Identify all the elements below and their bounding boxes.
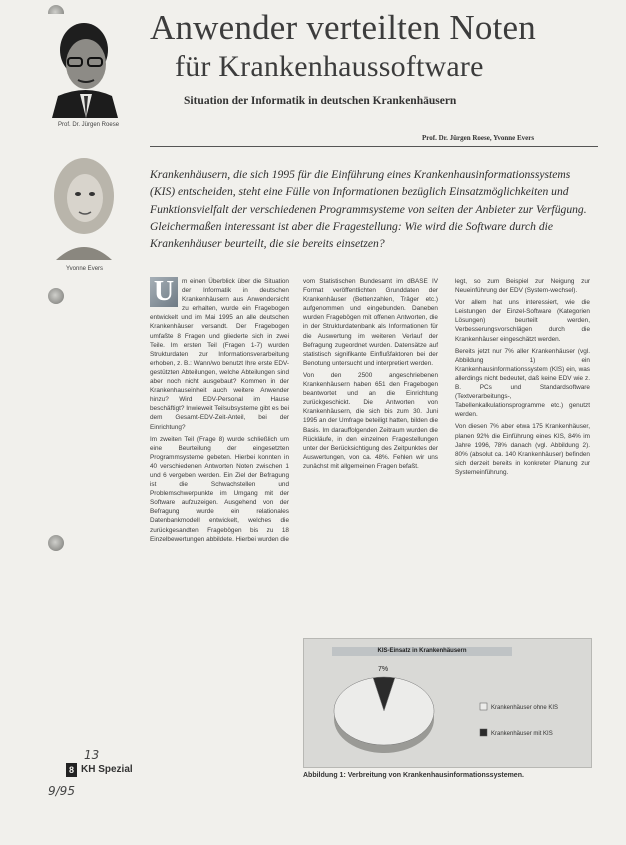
paragraph: Bereits jetzt nur 7% aller Krankenhäuser (vgl. Abbildung 1) ein Krankenhausinformationssystem (KIS) ein, was allerdings nicht bedeutet, daß keine EDV wie z. B. PCs und Standardsoftware (Textverarbeitungs-, Tabellenkalkulationsprogramme etc.) genutzt werden. <box>455 347 590 419</box>
punch-hole-middle <box>48 288 64 304</box>
text-column-2 <box>303 277 438 474</box>
paragraph: legt, so zum Beispiel zur Neigung zur Neueinführung der EDV (System-wechsel). <box>455 278 590 295</box>
legend-label: Krankenhäuser ohne KIS <box>491 705 559 711</box>
photo-caption-roese: Prof. Dr. Jürgen Roese <box>58 122 120 128</box>
author-photo-evers <box>48 150 120 260</box>
page-number: 8 <box>66 763 77 777</box>
article-authors: Prof. Dr. Jürgen Roese, Yvonne Evers <box>422 134 535 142</box>
figure-pie-chart <box>303 638 592 768</box>
article-title-line2: für Krankenhaussoftware <box>175 50 484 83</box>
drop-cap: U <box>150 277 178 307</box>
paragraph: Von diesen 7% aber etwa 175 Krankenhäuser, planen 92% die Einführung eines KIS, 84% im Jahre 1996, 78% danach (vgl. Abbildung 2). 80% (absolut ca. 140 Krankenhäuser) befinden sich derzeit bereits in konkreter Planung zur Systemeinführung. <box>455 423 590 476</box>
legend-swatch <box>480 729 487 736</box>
paragraph: U m einen Überblick über die Situation der Informatik in deutschen Krankenhäusern aus Anwendersicht zu erhalten, wurde ein Fragebogen entwickelt und im Mai 1995 an alle deutschen Krankenhäuser versandt. Der Fragebogen umfaßte 8 Fragen und gliederte sich in zwei Teile. Im ersten Teil (Fragen 1-7) wurden Strukturdaten zur Informationsverarbeitung erhoben, z. B.: Wann/wo benutzt Ihre erste EDV-gestützten Abteilungen, welche Abteilungen sind aber noch nicht ausgebaut? Kommen in der Krankenhauseinheit auch weitere Anwender hinzu? Wird EDV-Personal im Hause beschäftigt? Inwieweit Teilsubsysteme gibt es bei dem Gesamt-EDV-Zeit-Anteil, bei der Einrichtung? <box>150 276 289 431</box>
handwritten-note-date: 9/95 <box>48 784 75 798</box>
paragraph: Vor allem hat uns interessiert, wie die Leistungen der Einzel-Software (Kategorien Lösungen) beurteilt werden, Verbesserungsvorschlägen durch die Krankenhäuser eingeschätzt werden. <box>455 299 590 343</box>
punch-hole-lower <box>48 535 64 551</box>
pie-data-label: 7% <box>377 666 389 673</box>
text-column-1 <box>150 277 289 547</box>
author-photo-roese <box>48 14 120 118</box>
header-rule <box>150 146 598 147</box>
paragraph: Von den 2500 angeschriebenen Krankenhäusern haben 651 den Fragebogen beantwortet und an die Einrichtung zurückgeschickt. Die Antworten von Krankenhäusern, die sich bis zum 30. Juni 1995 an der Umfrage beteiligt hatten, bilden die Basis. Im darauffolgenden Zeitraum wurden die Rückläufe, in den einzelnen Fragestellungen unter der Berücksichtigung des Zeitpunktes der Auswertungen, von ca. 48%. Fehlen wir uns zunächst mit allgemeinen Fragen befaßt. <box>303 371 438 470</box>
legend-swatch <box>480 703 487 710</box>
article-lead: Krankenhäusern, die sich 1995 für die Einführung eines Krankenhausinformationssystems (KIS) entscheiden, steht eine Fülle von Informationen bezüglich Einsatzmöglichkeiten und Funktionsvielfalt der verschiedenen Programmsysteme von seiten der Anbieter zur Verfügung. Gleichermaßen interessant ist aber die Fragestellung: Wie wird die Software durch die Krankenhäuser beurteilt, die sie bereits einsetzen? <box>150 168 587 251</box>
pie-chart-svg <box>304 639 591 767</box>
photo-caption-evers: Yvonne Evers <box>66 266 104 272</box>
text-column-3 <box>455 277 590 480</box>
article-subtitle: Situation der Informatik in deutschen Krankenhäusern <box>184 95 457 107</box>
section-label: KH Spezial <box>81 764 133 775</box>
chart-title: KIS-Einsatz in Krankenhäusern <box>332 647 512 656</box>
figure-caption: Abbildung 1: Verbreitung von Krankenhausinformationssystemen. <box>303 772 524 779</box>
paragraph: vom Statistischen Bundesamt im dBASE IV Format veröffentlichten Grunddaten der Krankenhäuser (Bettenzahlen, Träger etc.) aufgenommen und eingebunden. Daneben wurden Fragebögen mit offenen Antworten, die in der Strukturdatenbank als Informationen für die Auswertung im weiteren Verlauf der Befragung zugeordnet wurden. Datensätze auf statistisch signifikante Einflußfaktoren bei der Benotung untersucht und interpretiert werden. <box>303 278 438 367</box>
handwritten-note-13: 13 <box>84 748 100 762</box>
article-title-line1: Anwender verteilten Noten <box>150 8 536 47</box>
paragraph: Im zweiten Teil (Frage 8) wurde schließlich um eine Beurteilung der eingesetzten Programmsysteme gebeten. Hierbei konnten in 40 verschiedenen Antworten Noten zwischen 1 und 6 vergeben werden. Ein Ziel der Befragung ist die Schwachstellen und Problemschwerpunkte im Umgang mit der Software aufzuzeigen. Ausgehend von der Befragung wurde ein relationales Datenbankmodell entwickelt, welches die zurückgesandten Fragebögen bis zu 18 Einzelbewertungen abbildete. Hierbei wurden die <box>150 435 289 543</box>
legend-label: Krankenhäuser mit KIS <box>491 731 553 737</box>
